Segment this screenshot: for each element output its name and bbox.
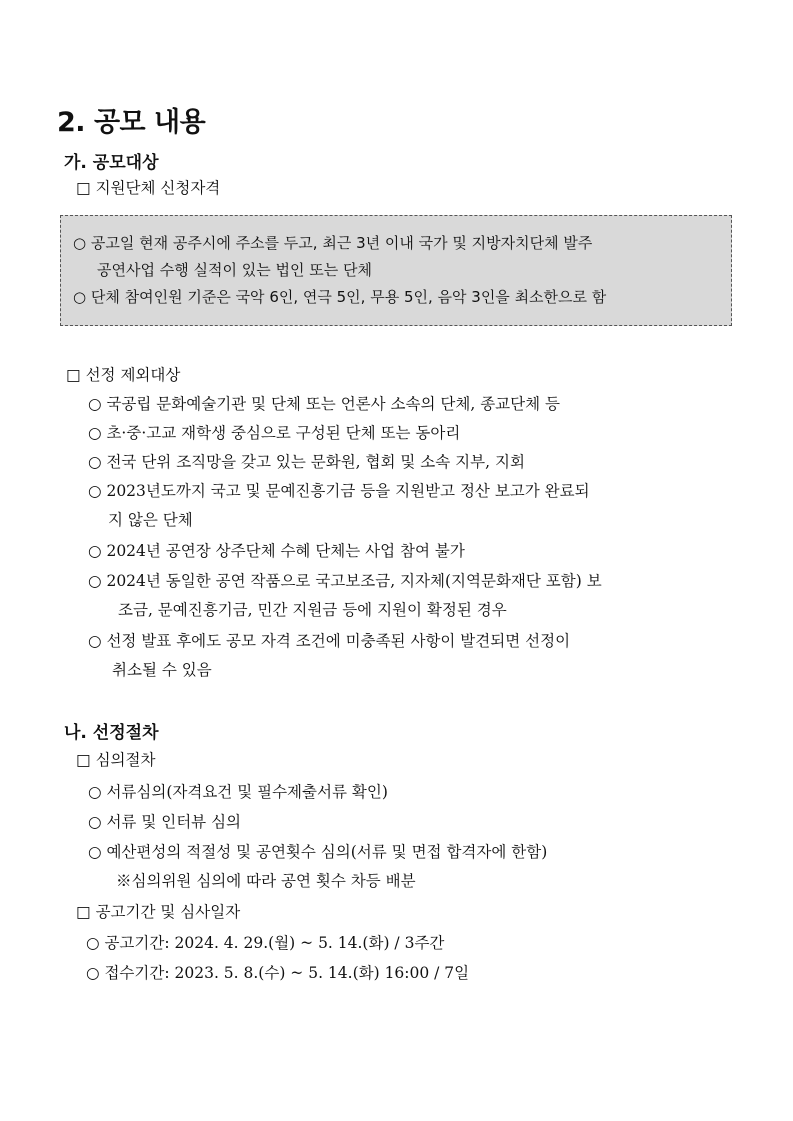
schedule-item: ○ 접수기간: 2023. 5. 8.(수) ~ 5. 14.(화) 16:00 / 7일: [86, 964, 470, 982]
exclusion-item: ○ 전국 단위 조직망을 갖고 있는 문화원, 협회 및 소속 지부, 지회: [88, 453, 525, 471]
box-item: 공연사업 수행 실적이 있는 법인 또는 단체: [97, 261, 372, 279]
exclusion-heading: □ 선정 제외대상: [66, 366, 181, 384]
exclusion-item: ○ 선정 발표 후에도 공모 자격 조건에 미충족된 사항이 발견되면 선정이: [88, 632, 571, 650]
review-note: ※심의위원 심의에 따라 공연 횟수 차등 배분: [116, 872, 416, 890]
box-item: ○ 공고일 현재 공주시에 주소를 두고, 최근 3년 이내 국가 및 지방자치단체 발주: [73, 234, 593, 252]
exclusion-item: ○ 2023년도까지 국고 및 문예진흥기금 등을 지원받고 정산 보고가 완료되: [88, 482, 590, 500]
review-item: ○ 서류심의(자격요건 및 필수제출서류 확인): [88, 783, 388, 801]
exclusion-item: ○ 초·중·고교 재학생 중심으로 구성된 단체 또는 동아리: [88, 424, 461, 442]
exclusion-item-cont: 취소될 수 있음: [112, 661, 212, 679]
exclusion-item-cont: 조금, 문예진흥기금, 민간 지원금 등에 지원이 확정된 경우: [118, 601, 507, 619]
section-title: 2. 공모 내용: [57, 107, 206, 138]
eligibility-heading: □ 지원단체 신청자격: [76, 179, 221, 197]
review-item: ○ 서류 및 인터뷰 심의: [88, 813, 242, 831]
box-item: ○ 단체 참여인원 기준은 국악 6인, 연극 5인, 무용 5인, 음악 3인을 최소한으로 함: [73, 288, 607, 306]
review-item: ○ 예산편성의 적절성 및 공연횟수 심의(서류 및 면접 합격자에 한함): [88, 843, 548, 861]
exclusion-item: ○ 2024년 공연장 상주단체 수혜 단체는 사업 참여 불가: [88, 542, 465, 560]
subsection-title-b: 나. 선정절차: [64, 723, 159, 743]
schedule-item: ○ 공고기간: 2024. 4. 29.(월) ~ 5. 14.(화) / 3주간: [86, 934, 445, 952]
exclusion-item: ○ 국공립 문화예술기관 및 단체 또는 언론사 소속의 단체, 종교단체 등: [88, 395, 560, 413]
subsection-title-a: 가. 공모대상: [64, 153, 159, 173]
schedule-heading: □ 공고기간 및 심사일자: [76, 903, 241, 921]
exclusion-item: ○ 2024년 동일한 공연 작품으로 국고보조금, 지자체(지역문화재단 포함) 보: [88, 572, 602, 590]
review-heading: □ 심의절차: [76, 751, 156, 769]
eligibility-box: [60, 215, 732, 326]
exclusion-item-cont: 지 않은 단체: [108, 511, 193, 529]
